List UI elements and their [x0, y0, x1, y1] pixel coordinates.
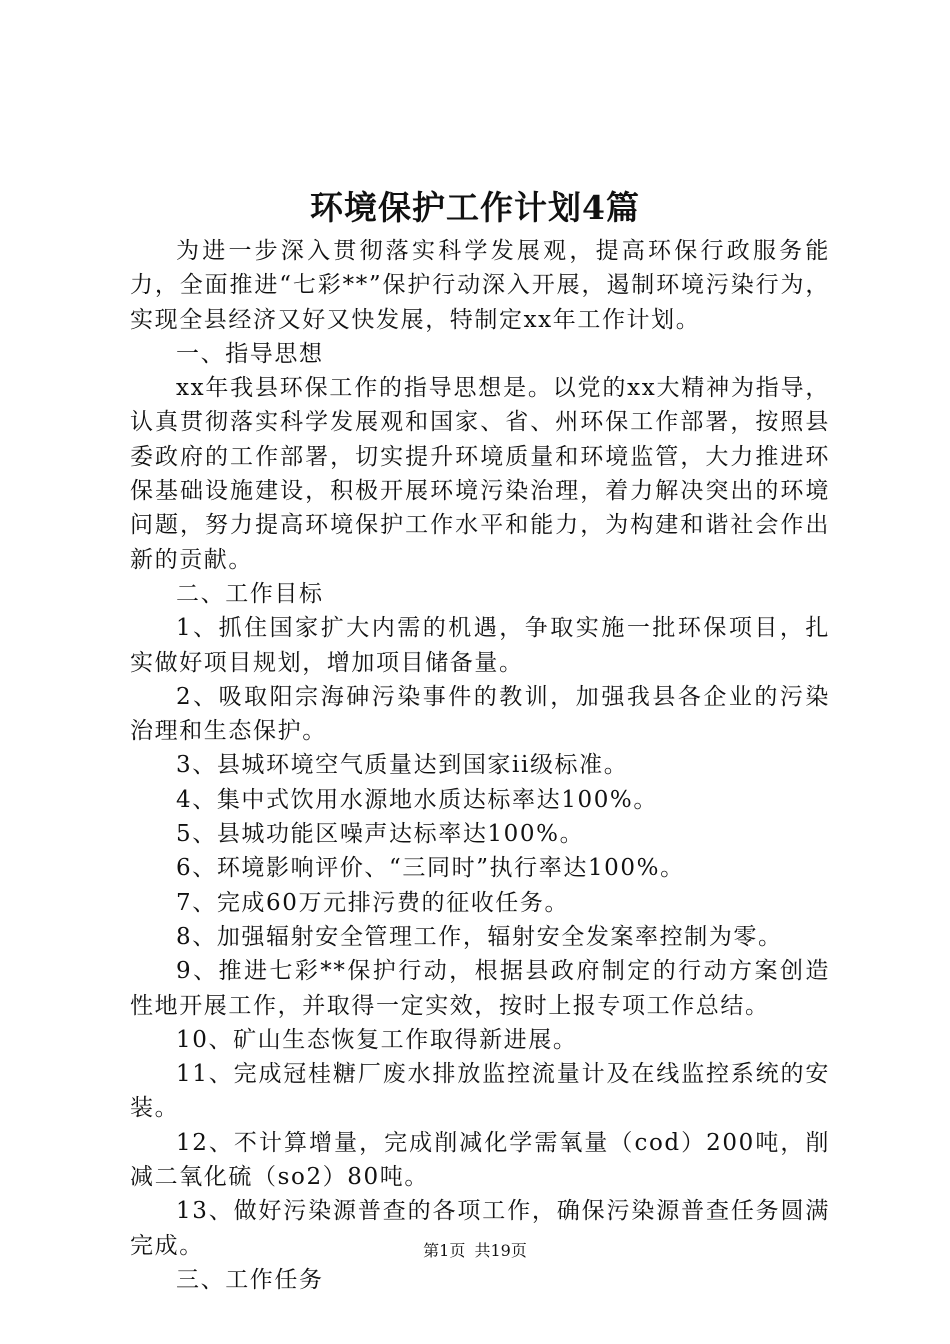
guiding-ideology-paragraph: xx年我县环保工作的指导思想是。以党的xx大精神为指导，认真贯彻落实科学发展观和国家、省、州环保工作部署，按照县委政府的工作部署，切实提升环境质量和环境监管，大力推进环保基础设施建设，积极开展环境污染治理，着力解决突出的环境问题，努力提高环境保护工作水平和能力，为构建和谐社会作出新的贡献。 — [130, 375, 830, 573]
goal-item: 8、加强辐射安全管理工作，辐射安全发案率控制为零。 — [176, 923, 783, 950]
page-title: 环境保护工作计划4篇 — [310, 188, 640, 227]
document-body — [130, 234, 830, 1297]
goal-item: 11、完成冠桂糖厂废水排放监控流量计及在线监控系统的安装。 — [130, 1061, 830, 1122]
goal-item: 12、不计算增量，完成削减化学需氧量（cod）200吨，削减二氧化硫（so2）80吨。 — [130, 1129, 830, 1191]
page-total: 共19页 — [474, 1241, 527, 1260]
page-number: 第1页 — [423, 1241, 466, 1260]
goal-item: 6、环境影响评价、“三同时”执行率达100%。 — [176, 855, 685, 882]
goal-item: 5、县城功能区噪声达标率达100%。 — [176, 821, 585, 848]
section-heading-work-tasks: 三、工作任务 — [176, 1266, 324, 1293]
goal-item: 1、抓住国家扩大内需的机遇，争取实施一批环保项目，扎实做好项目规划，增加项目储备量。 — [130, 615, 830, 676]
goal-item: 2、吸取阳宗海砷污染事件的教训，加强我县各企业的污染治理和生态保护。 — [130, 683, 830, 745]
goal-item: 13、做好污染源普查的各项工作，确保污染源普查任务圆满完成。 — [130, 1198, 830, 1259]
goal-item: 3、县城环境空气质量达到国家ii级标准。 — [176, 752, 629, 779]
intro-paragraph: 为进一步深入贯彻落实科学发展观，提高环保行政服务能力，全面推进“七彩**”保护行动深入开展，遏制环境污染行为，实现全县经济又好又快发展，特制定xx年工作计划。 — [130, 238, 830, 333]
section-heading-guiding-ideology: 一、指导思想 — [176, 340, 324, 367]
section-heading-work-goals: 二、工作目标 — [176, 580, 324, 607]
page-footer — [0, 1240, 950, 1262]
goal-item: 10、矿山生态恢复工作取得新进展。 — [176, 1026, 578, 1053]
goal-item: 9、推进七彩**保护行动，根据县政府制定的行动方案创造性地开展工作，并取得一定实效，按时上报专项工作总结。 — [130, 958, 830, 1019]
goal-item: 4、集中式饮用水源地水质达标率达100%。 — [176, 786, 658, 813]
goal-item: 7、完成60万元排污费的征收任务。 — [176, 889, 570, 916]
